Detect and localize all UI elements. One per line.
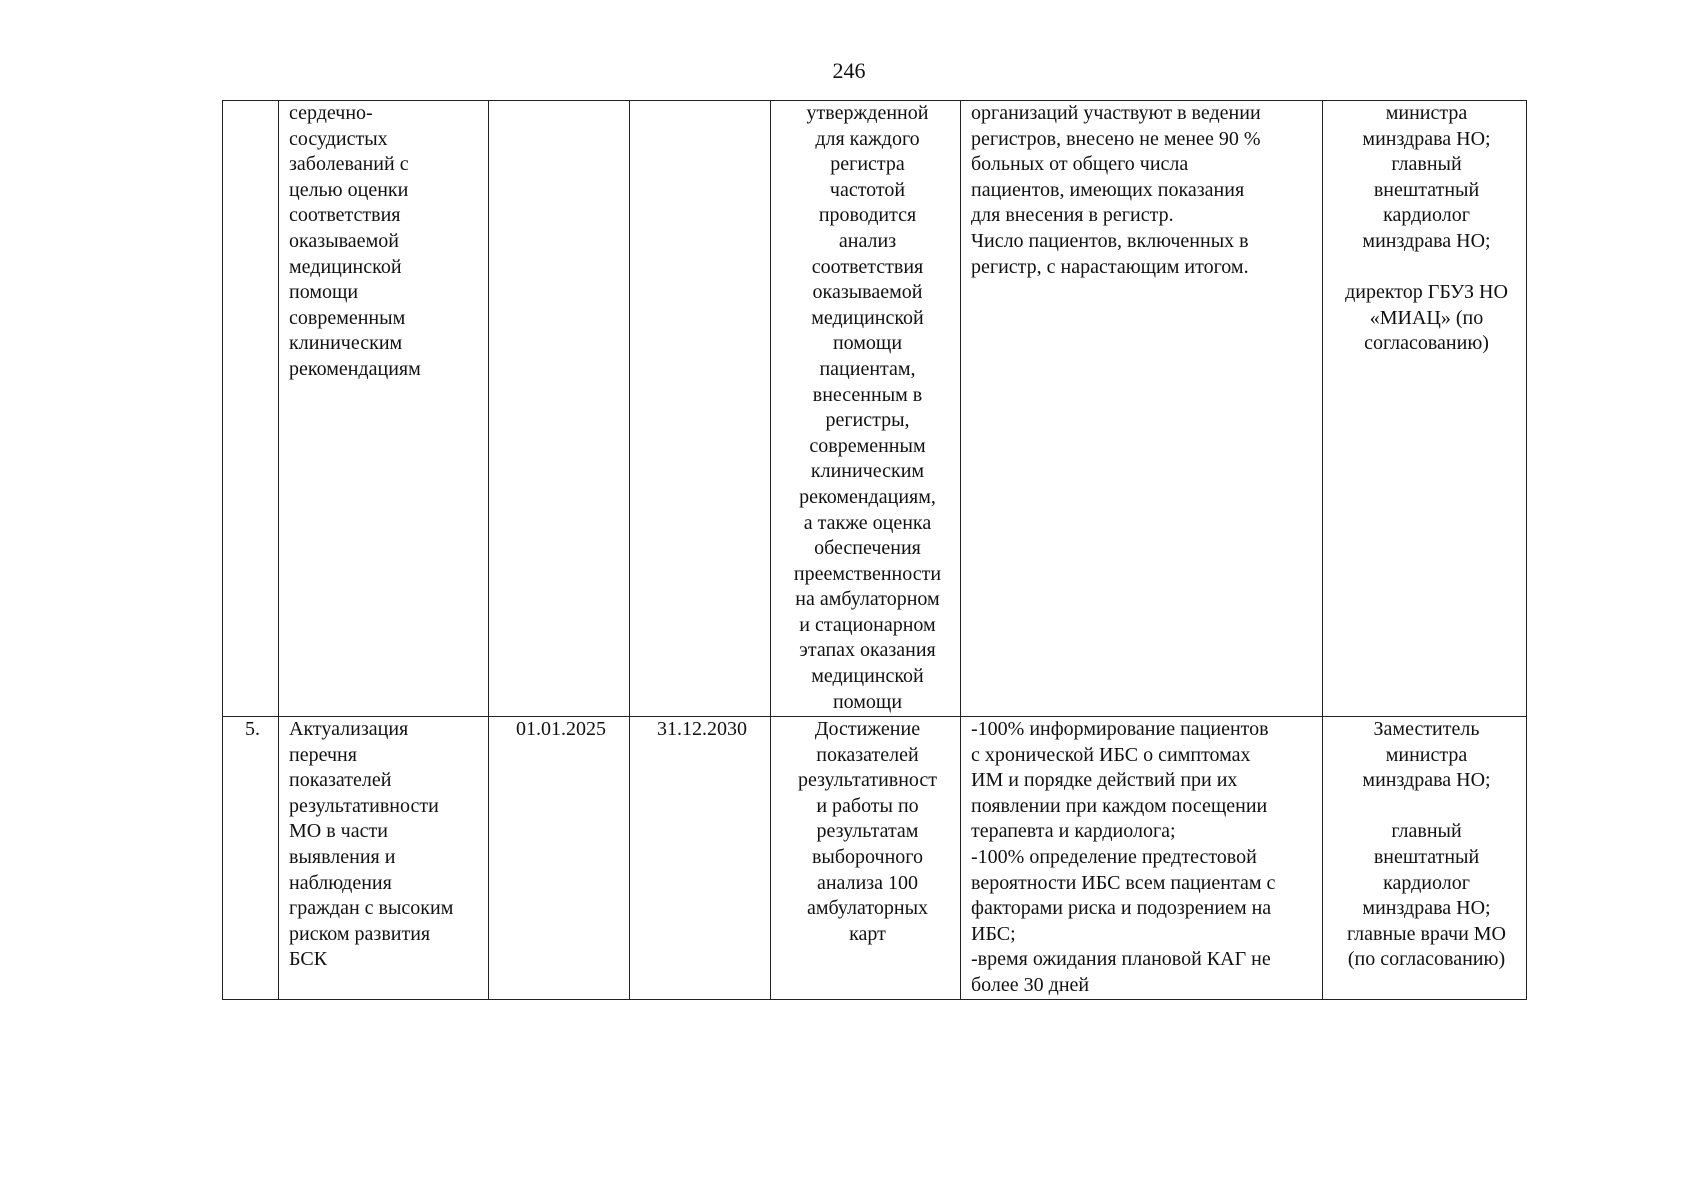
event-name-cell: сердечно- сосудистых заболеваний с целью оценки соответствия оказываемой медицинской помощи современным клиническим рекомендациям	[279, 101, 489, 717]
page-number: 246	[832, 58, 866, 83]
end-date-cell: 31.12.2030	[630, 717, 771, 1000]
expected-result-cell: утвержденной для каждого регистра частотой проводится анализ соответствия оказываемой медицинской помощи пациентам, внесенным в регистры, современным клиническим рекомендациям, а также оценка обеспечения преемственности на амбулаторном и стационарном этапах оказания медицинской помощи	[771, 101, 961, 717]
expected-result-cell: Достижение показателей результативност и работы по результатам выборочного анализа 100 амбулаторных карт	[771, 717, 961, 1000]
end-date-cell	[630, 101, 771, 717]
start-date-cell	[489, 101, 630, 717]
start-date-cell: 01.01.2025	[489, 717, 630, 1000]
table-row	[223, 717, 1527, 1000]
event-name-cell: Актуализация перечня показателей результативности МО в части выявления и наблюдения граждан с высоким риском развития БСК	[279, 717, 489, 1000]
measures-table	[222, 100, 1527, 1000]
responsible-cell: министра минздрава НО; главный внештатный кардиолог минздрава НО; директор ГБУЗ НО «МИАЦ» (по согласованию)	[1323, 101, 1527, 717]
table-row	[223, 101, 1527, 717]
row-number-cell	[223, 101, 279, 717]
row-number-cell: 5.	[223, 717, 279, 1000]
indicator-cell: организаций участвуют в ведении регистров, внесено не менее 90 % больных от общего числа пациентов, имеющих показания для внесения в регистр. Число пациентов, включенных в регистр, с нарастающим итогом.	[961, 101, 1323, 717]
indicator-cell: -100% информирование пациентов с хронической ИБС о симптомах ИМ и порядке действий при их появлении при каждом посещении терапевта и кардиолога; -100% определение предтестовой вероятности ИБС всем пациентам с факторами риска и подозрением на ИБС; -время ожидания плановой КАГ не более 30 дней	[961, 717, 1323, 1000]
responsible-cell: Заместитель министра минздрава НО; главный внештатный кардиолог минздрава НО; главные врачи МО (по согласованию)	[1323, 717, 1527, 1000]
